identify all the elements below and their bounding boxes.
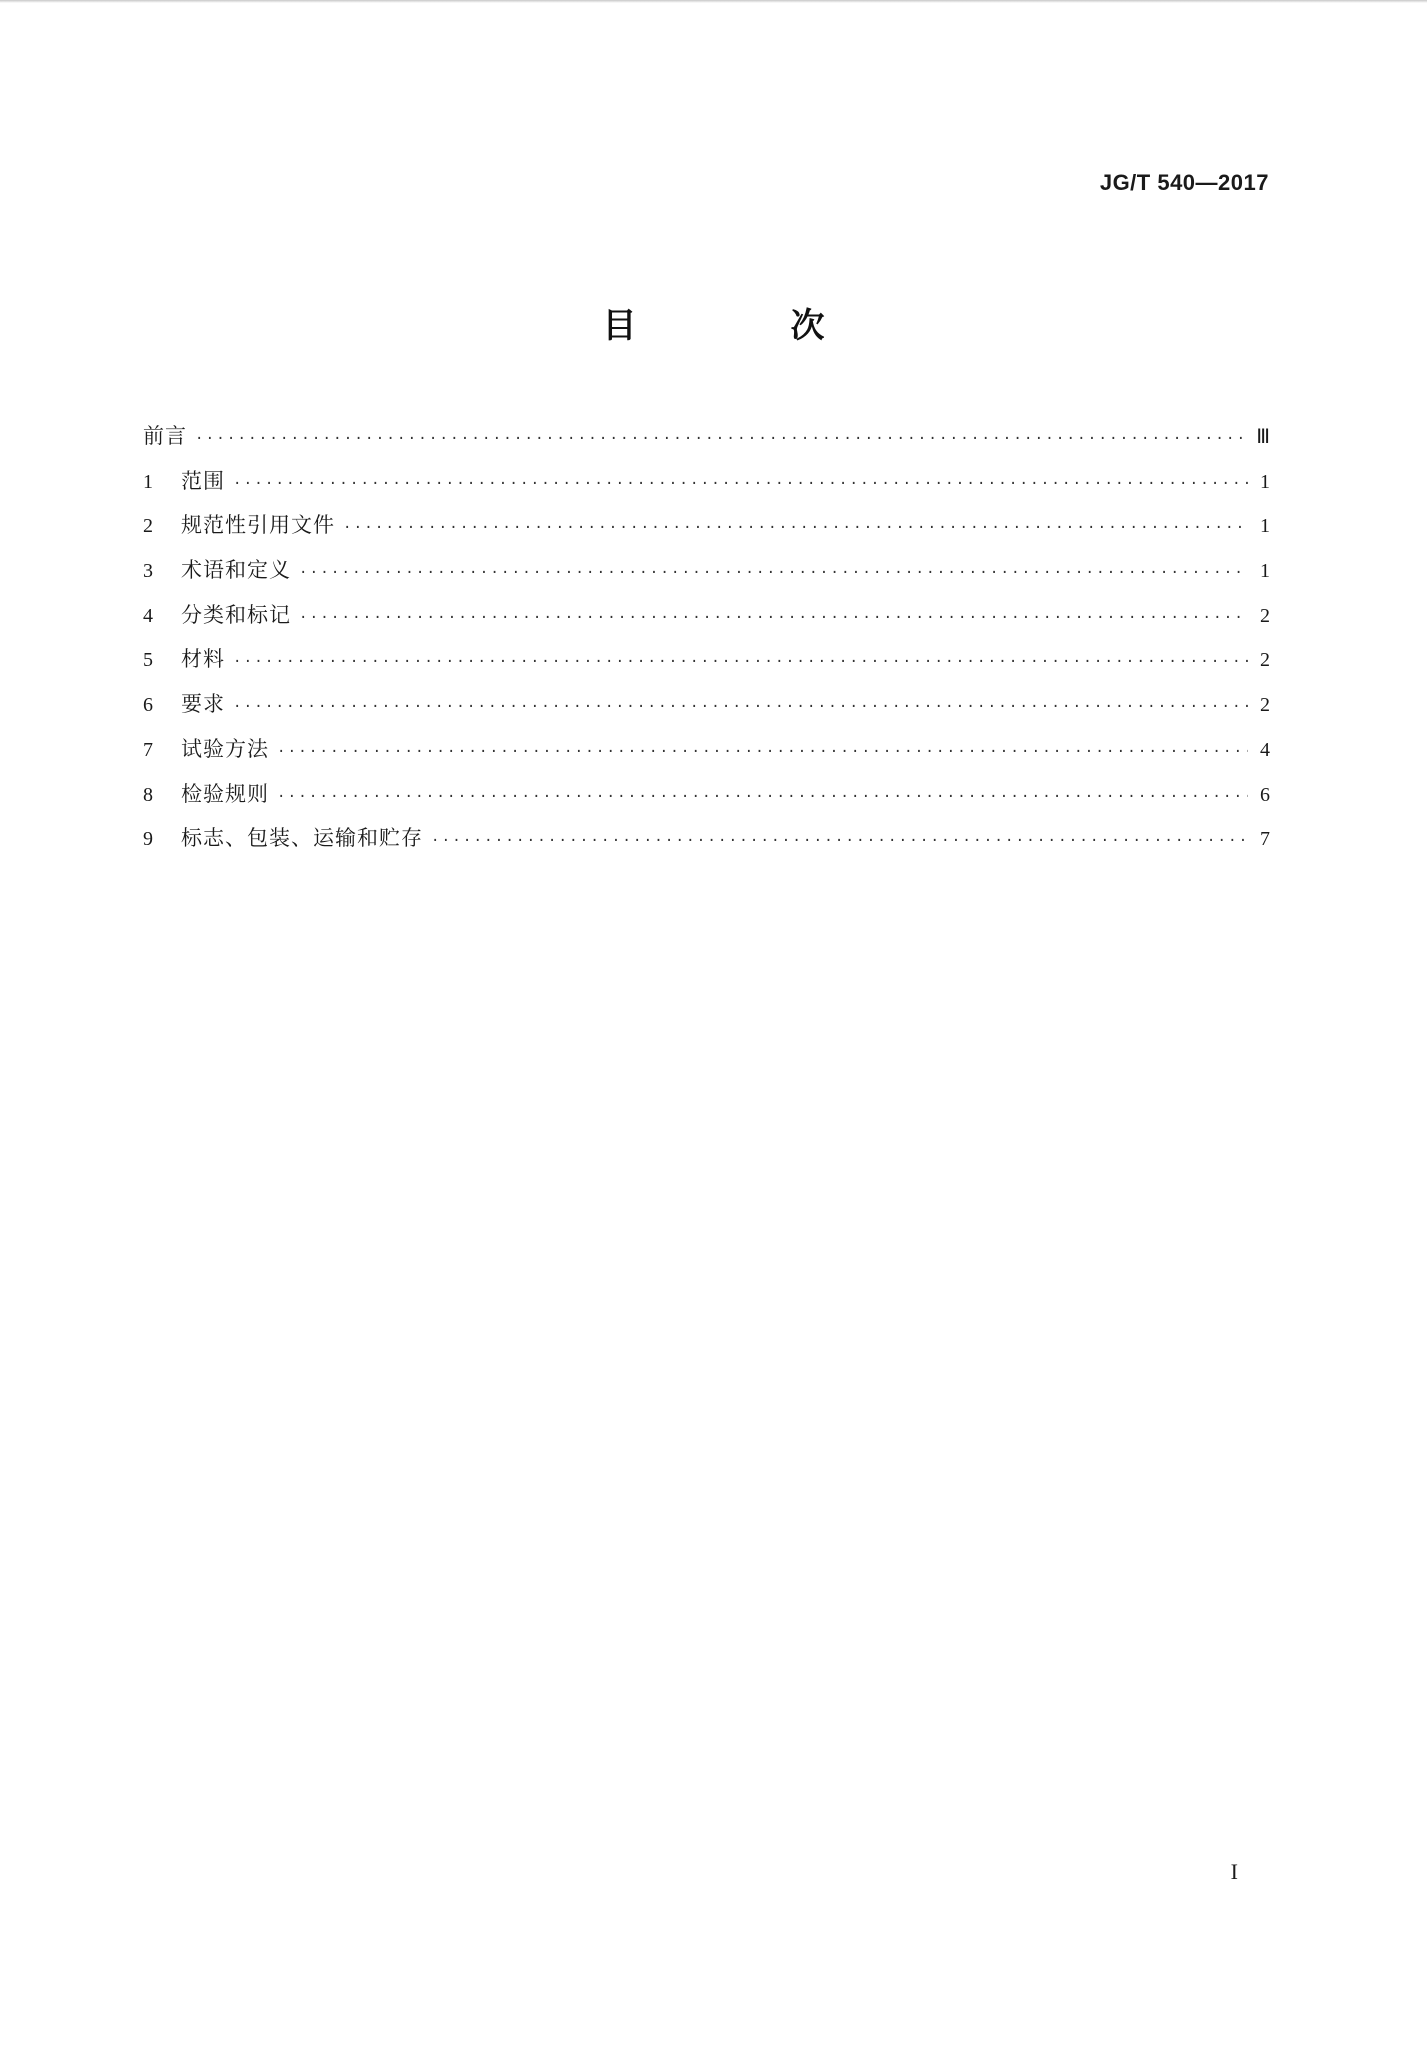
scan-edge xyxy=(0,0,1427,3)
toc-leader-dots xyxy=(233,640,1248,685)
toc-entry-label: 检验规则 xyxy=(181,781,269,806)
toc-entry-number: 2 xyxy=(143,515,153,538)
toc-entry-number: 8 xyxy=(143,783,153,806)
toc-entry-label: 分类和标记 xyxy=(181,602,291,627)
toc-entry-number: 5 xyxy=(143,649,153,672)
toc-leader-dots xyxy=(195,417,1248,462)
toc-entry-number: 4 xyxy=(143,604,153,627)
toc-entry-label: 范围 xyxy=(181,468,225,493)
toc-entry-label: 术语和定义 xyxy=(181,558,291,583)
toc-leader-dots xyxy=(277,730,1248,775)
toc-entry-6[interactable] xyxy=(143,682,1270,727)
toc-entry-page: 1 xyxy=(1260,470,1270,493)
toc-entry-page: 1 xyxy=(1260,515,1270,538)
toc-leader-dots xyxy=(277,775,1248,820)
toc-entry-3[interactable] xyxy=(143,548,1270,593)
toc-entry-1[interactable] xyxy=(143,459,1270,504)
toc-leader-dots xyxy=(299,551,1248,596)
toc-entry-page: 4 xyxy=(1260,738,1270,761)
toc-leader-dots xyxy=(431,819,1248,864)
toc-entry-page: 2 xyxy=(1260,604,1270,627)
toc-entry-page: 1 xyxy=(1260,560,1270,583)
toc-entry-page: 2 xyxy=(1260,694,1270,717)
toc-entry-page: 7 xyxy=(1260,828,1270,851)
toc-leader-dots xyxy=(299,596,1248,641)
toc-entry-8[interactable] xyxy=(143,772,1270,817)
page-number: I xyxy=(1230,1859,1238,1884)
toc-entry-number: 1 xyxy=(143,470,153,493)
toc-entry-label: 试验方法 xyxy=(181,736,269,761)
toc-entry-label: 材料 xyxy=(181,647,225,672)
toc-leader-dots xyxy=(233,462,1248,507)
table-of-contents xyxy=(143,414,1270,861)
toc-entry-number: 7 xyxy=(143,738,153,761)
toc-leader-dots xyxy=(233,685,1248,730)
toc-entry-page: Ⅲ xyxy=(1256,426,1270,448)
toc-entry-label: 要求 xyxy=(181,692,225,717)
standard-code: JG/T 540—2017 xyxy=(1099,170,1269,195)
toc-entry-page: 6 xyxy=(1260,783,1270,806)
toc-entry-label: 标志、包装、运输和贮存 xyxy=(181,826,423,851)
toc-entry-7[interactable] xyxy=(143,727,1270,772)
toc-entry-2[interactable] xyxy=(143,503,1270,548)
toc-entry-preface[interactable] xyxy=(143,414,1270,459)
toc-entry-number: 3 xyxy=(143,560,153,583)
toc-entry-number: 9 xyxy=(143,828,153,851)
toc-entry-4[interactable] xyxy=(143,593,1270,638)
toc-entry-label: 前言 xyxy=(143,424,187,448)
toc-entry-number: 6 xyxy=(143,694,153,717)
page-title: 目 次 xyxy=(602,306,885,346)
toc-entry-page: 2 xyxy=(1260,649,1270,672)
toc-entry-label: 规范性引用文件 xyxy=(181,513,335,538)
toc-entry-9[interactable] xyxy=(143,816,1270,861)
toc-entry-5[interactable] xyxy=(143,637,1270,682)
toc-leader-dots xyxy=(343,506,1248,551)
